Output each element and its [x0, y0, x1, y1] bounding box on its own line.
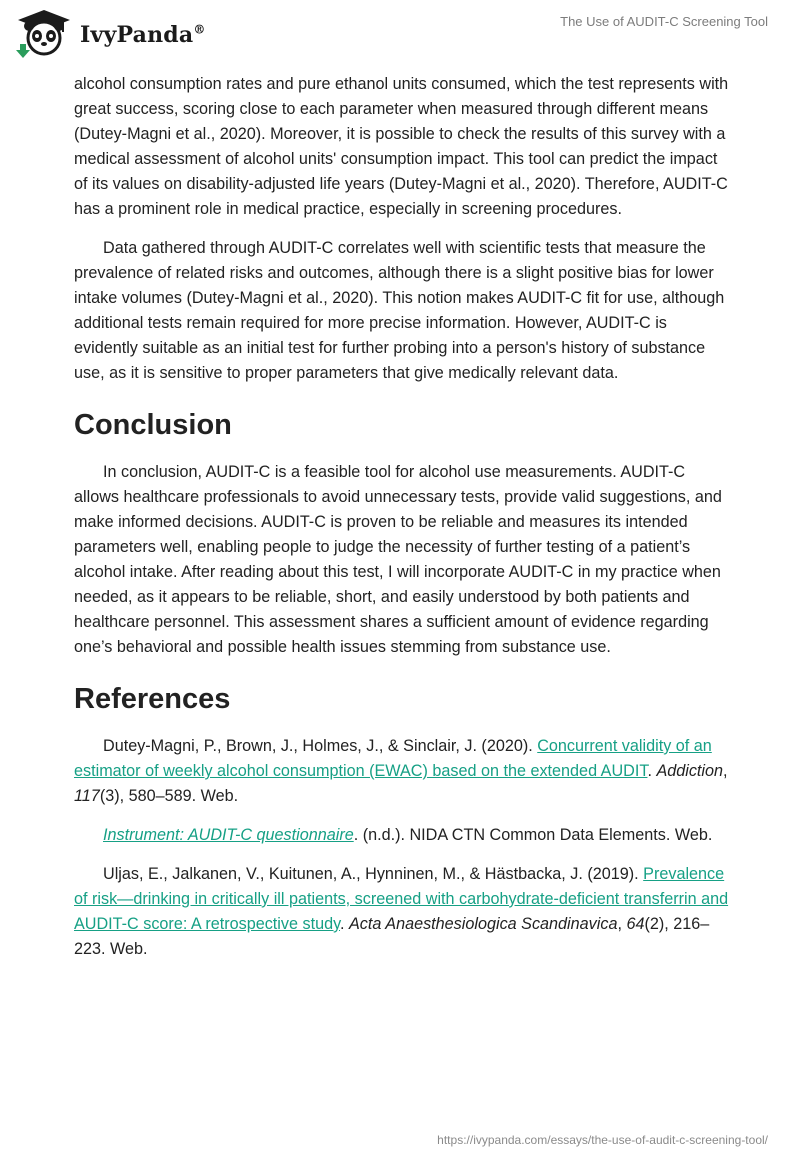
- references-heading: References: [74, 683, 231, 715]
- document-title: The Use of AUDIT-C Screening Tool: [560, 14, 768, 29]
- intro-paragraph-1: alcohol consumption rates and pure ethanol units consumed, which the test represents with great success, scoring close to each parameter when measured through different means (Dutey-Magni et al., 2020). Moreover, it is possible to check the results of this survey with a medical assessment of alcohol units' consumption impact. This tool can predict the impact of its values on disability-adjusted life years (Dutey-Magni et al., 2020). Therefore, AUDIT-C has a prominent role in medical practice, especially in screening procedures.: [74, 75, 729, 218]
- conclusion-paragraph: In conclusion, AUDIT-C is a feasible tool for alcohol use measurements. AUDIT-C allows healthcare professionals to avoid unnecessary tests, provide valid suggestions, and make informed decisions. AUDIT-C is proven to be reliable and measures its intended parameters well, enabling people to judge the necessity of further testing of a patient’s alcohol intake. After reading about this test, I will incorporate AUDIT-C in my practice when needed, as it appears to be reliable, short, and easily understood by both patients and healthcare personnel. This assessment shares a sufficient amount of evidence regarding one’s behavioral and possible health issues stemming from substance use.: [74, 463, 722, 656]
- panda-logo-icon: [16, 8, 72, 60]
- reference-item: Uljas, E., Jalkanen, V., Kuitunen, A., Hynninen, M., & Hästbacka, J. (2019). Prevalence of risk—drinking in critically ill patients, screened with carbohydrate-deficient transferrin and AUDIT-C score: A retrospective study. Acta Anaesthesiologica Scandinavica, 64(2), 216–223. Web.: [74, 865, 729, 958]
- page-header: [0, 0, 800, 70]
- reference-item: Instrument: AUDIT-C questionnaire. (n.d.). NIDA CTN Common Data Elements. Web.: [103, 826, 713, 844]
- reference-item: Dutey-Magni, P., Brown, J., Holmes, J., & Sinclair, J. (2020). Concurrent validity of an estimator of weekly alcohol consumption (EWAC) based on the extended AUDIT. Addiction, 117(3), 580–589. Web.: [74, 737, 728, 805]
- conclusion-heading: Conclusion: [74, 409, 232, 441]
- reference-link[interactable]: Instrument: AUDIT-C questionnaire: [103, 826, 354, 844]
- source-url[interactable]: https://ivypanda.com/essays/the-use-of-audit-c-screening-tool/: [437, 1133, 768, 1147]
- reference-link[interactable]: Concurrent validity of an estimator of weekly alcohol consumption (EWAC) based on the extended AUDIT: [74, 737, 712, 780]
- ivypanda-logo[interactable]: [16, 8, 206, 60]
- essay-content: [74, 72, 734, 976]
- intro-paragraph-2: Data gathered through AUDIT-C correlates well with scientific tests that measure the prevalence of related risks and outcomes, although there is a slight positive bias for lower intake volumes (Dutey-Magni et al., 2020). This notion makes AUDIT-C fit for use, although additional tests remain required for more precise information. However, AUDIT-C is evidently suitable as an initial test for further probing into a person's history of substance use, as it is sensitive to proper parameters that give medically relevant data.: [74, 239, 725, 382]
- brand-name: IvyPanda®: [80, 22, 206, 48]
- reference-link[interactable]: Prevalence of risk—drinking in critically ill patients, screened with carbohydrate-deficient transferrin and AUDIT-C score: A retrospective study: [74, 865, 729, 933]
